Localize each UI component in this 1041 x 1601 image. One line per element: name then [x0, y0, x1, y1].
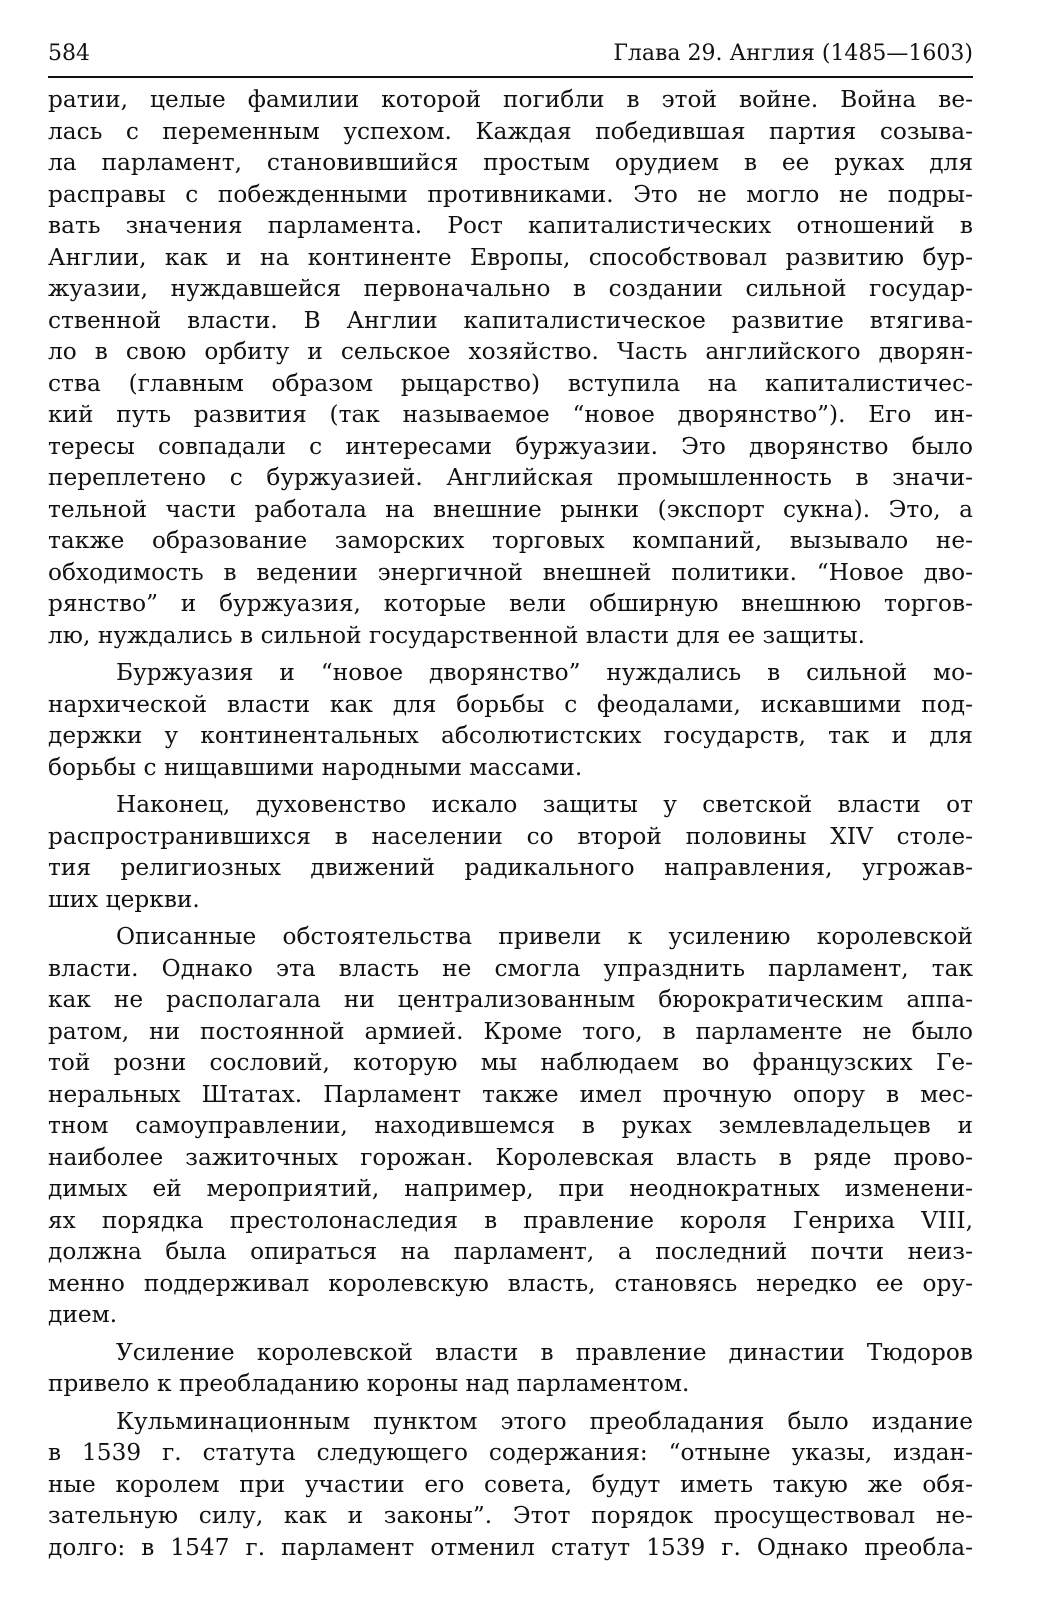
text-line: Англии, как и на континенте Европы, способствовал развитию бур- — [48, 243, 973, 271]
text-line: кий путь развития (так называемое “новое дворянство”). Его ин- — [48, 401, 973, 428]
text-line: привело к преобладанию короны над парламентом. — [48, 1370, 690, 1397]
text-line: ные королем при участии его совета, будут иметь такую же обя- — [48, 1470, 973, 1498]
text-line: Буржуазия и “новое дворянство” нуждались в сильной мо- — [116, 659, 973, 686]
page-number: 584 — [48, 41, 90, 66]
book-page — [48, 40, 973, 1569]
text-line: власти. Однако эта власть не смогла упразднить парламент, так — [48, 954, 973, 982]
text-line: ших церкви. — [48, 885, 200, 913]
text-line: лась с переменным успехом. Каждая победившая партия созыва- — [48, 117, 973, 145]
text-line: Усиление королевской власти в правление династии Тюдоров — [116, 1338, 973, 1366]
text-line: ственной власти. В Англии капиталистическое развитие втягива- — [48, 306, 973, 334]
text-line: той розни сословий, которую мы наблюдаем во французских Ге- — [48, 1049, 973, 1076]
text-line: обходимость в ведении энергичной внешней политики. “Новое дво- — [48, 558, 973, 586]
text-line: тия религиозных движений радикального направления, угрожав- — [48, 854, 973, 881]
text-line: Кульминационным пунктом этого преобладания было издание — [116, 1407, 973, 1435]
paragraph — [48, 789, 973, 915]
text-line: борьбы с нищавшими народными массами. — [48, 753, 583, 781]
text-line: рянство” и буржуазия, которые вели обширную внешнюю торгов- — [48, 590, 973, 617]
text-line: как не располагала ни централизованным бюрократическим аппа- — [48, 986, 973, 1013]
text-line: в 1539 г. статута следующего содержания: “отныне указы, издан- — [48, 1439, 973, 1466]
text-line: должна была опираться на парламент, а последний почти неиз- — [48, 1238, 973, 1265]
text-line: также образование заморских торговых компаний, вызывало не- — [48, 527, 973, 554]
text-line: нархической власти как для борьбы с феодалами, искавшими под- — [48, 690, 973, 718]
paragraph — [48, 921, 973, 1331]
text-line: неральных Штатах. Парламент также имел прочную опору в мес- — [48, 1080, 973, 1108]
text-line: лю, нуждались в сильной государственной власти для ее защиты. — [48, 621, 866, 649]
paragraph — [48, 1337, 973, 1400]
text-line: менно поддерживал королевскую власть, становясь нередко ее ору- — [48, 1269, 973, 1297]
text-line: распространившихся в населении со второй половины XIV столе- — [48, 822, 973, 850]
text-line: наиболее зажиточных горожан. Королевская власть в ряде прово- — [48, 1143, 973, 1171]
text-line: димых ей мероприятий, например, при неоднократных изменени- — [48, 1175, 973, 1202]
running-title: Глава 29. Англия (1485—1603) — [613, 41, 973, 66]
text-line: ях порядка престолонаследия в правление короля Генриха VIII, — [48, 1206, 973, 1234]
text-line: тном самоуправлении, находившемся в руках землевладельцев и — [48, 1112, 973, 1139]
text-line: жуазии, нуждавшейся первоначально в создании сильной государ- — [48, 275, 973, 302]
text-line: тересы совпадали с интересами буржуазии. Это дворянство было — [48, 432, 973, 460]
text-line: переплетено с буржуазией. Английская промышленность в значи- — [48, 464, 973, 491]
paragraph — [48, 1406, 973, 1564]
text-line: Наконец, духовенство искало защиты у светской власти от — [116, 791, 973, 818]
text-line: ства (главным образом рыцарство) вступила на капиталистичес- — [48, 369, 973, 397]
paragraph — [48, 657, 973, 783]
paragraph — [48, 84, 973, 651]
running-header — [48, 40, 973, 78]
text-line: тельной части работала на внешние рынки (экспорт сукна). Это, а — [48, 495, 973, 523]
text-line: ратом, ни постоянной армией. Кроме того, в парламенте не было — [48, 1017, 973, 1045]
text-line: расправы с побежденными противниками. Это не могло не подры- — [48, 180, 973, 208]
text-line: ла парламент, становившийся простым орудием в ее руках для — [48, 149, 973, 176]
text-line: долго: в 1547 г. парламент отменил статут 1539 г. Однако преобла- — [48, 1533, 973, 1561]
text-line: ло в свою орбиту и сельское хозяйство. Часть английского дворян- — [48, 338, 973, 365]
text-line: ратии, целые фамилии которой погибли в этой войне. Война ве- — [48, 86, 973, 113]
text-line: вать значения парламента. Рост капиталистических отношений в — [48, 212, 973, 239]
text-line: зательную силу, как и законы”. Этот порядок просуществовал не- — [48, 1502, 973, 1529]
text-line: Описанные обстоятельства привели к усилению королевской — [116, 923, 973, 950]
body-text — [48, 84, 973, 1563]
text-line: держки у континентальных абсолютистских государств, так и для — [48, 722, 973, 749]
text-line: дием. — [48, 1301, 118, 1328]
